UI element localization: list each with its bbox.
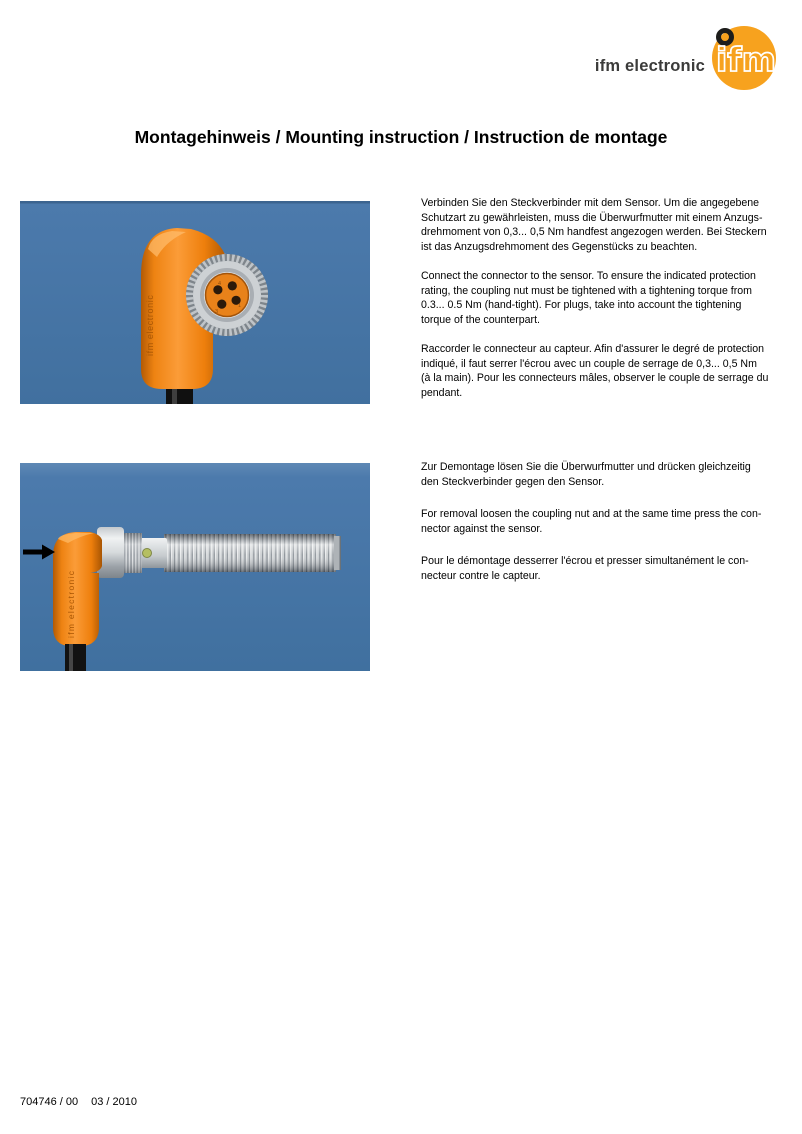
svg-text:4: 4 xyxy=(218,281,222,287)
figure-connector-front xyxy=(20,201,370,404)
footer-date: 03 / 2010 xyxy=(91,1096,137,1108)
embossed-brand-text: ifm electronic xyxy=(66,569,76,638)
svg-text:3: 3 xyxy=(215,309,219,315)
page-title: Montagehinweis / Mounting instruction / Instruction de montage xyxy=(134,127,668,147)
brand-header xyxy=(595,25,777,91)
instruction-text-mounting xyxy=(421,196,799,415)
threaded-sensor-barrel xyxy=(164,534,341,572)
sensor-collar xyxy=(139,538,167,568)
logo-letters: ifm xyxy=(715,40,777,79)
cable xyxy=(65,644,86,671)
paragraph-english: Connect the connector to the sensor. To ensure the indicated protection rating, the coupling nut must be tightened with a tightening torque from 0.3... 0.5 Nm (hand-tight). For plugs, take into account the tightening torque of the counterpart. xyxy=(421,270,756,326)
coupling-nut xyxy=(186,254,268,336)
paragraph-german: Verbinden Sie den Steckverbinder mit dem Sensor. Um die angegebene Schutzart zu gewährleisten, muss die Überwurfmutter mit einem Anzugs- drehmoment von 0,3... 0,5 Nm handfest angezogen werden. Bei Steckern ist das Anzugsdrehmoment des Gegenstücks zu beachten. xyxy=(421,197,767,253)
paragraph-english: For removal loosen the coupling nut and at the same time press the con- nector against the sensor. xyxy=(421,508,762,535)
paragraph-french: Raccorder le connecteur au capteur. Afin d'assurer le degré de protection indiqué, il faut serrer l'écrou avec un couple de serrage de 0,3... 0,5 Nm (à la main). Pour les connecteurs mâles, observer le couple de serrage du pendant. xyxy=(421,343,769,399)
paragraph-french: Pour le démontage desserrer l'écrou et presser simultanément le con- necteur contre le capteur. xyxy=(421,555,749,582)
figure-sensor-assembly xyxy=(20,463,370,671)
paragraph-german: Zur Demontage lösen Sie die Überwurfmutter und drücken gleichzeitig den Steckverbinder gegen den Sensor. xyxy=(421,461,751,488)
led-indicator xyxy=(143,549,152,558)
brand-text: ifm electronic xyxy=(594,57,705,75)
footer-doc-number: 704746 / 00 xyxy=(20,1096,79,1108)
embossed-brand-text: ifm electronic xyxy=(145,294,155,356)
connector-body xyxy=(53,532,102,646)
footer xyxy=(20,1096,137,1108)
svg-text:1: 1 xyxy=(238,303,242,309)
ifm-logo-icon xyxy=(711,25,777,91)
socket-insert xyxy=(206,274,249,317)
instruction-text-removal xyxy=(421,460,799,601)
